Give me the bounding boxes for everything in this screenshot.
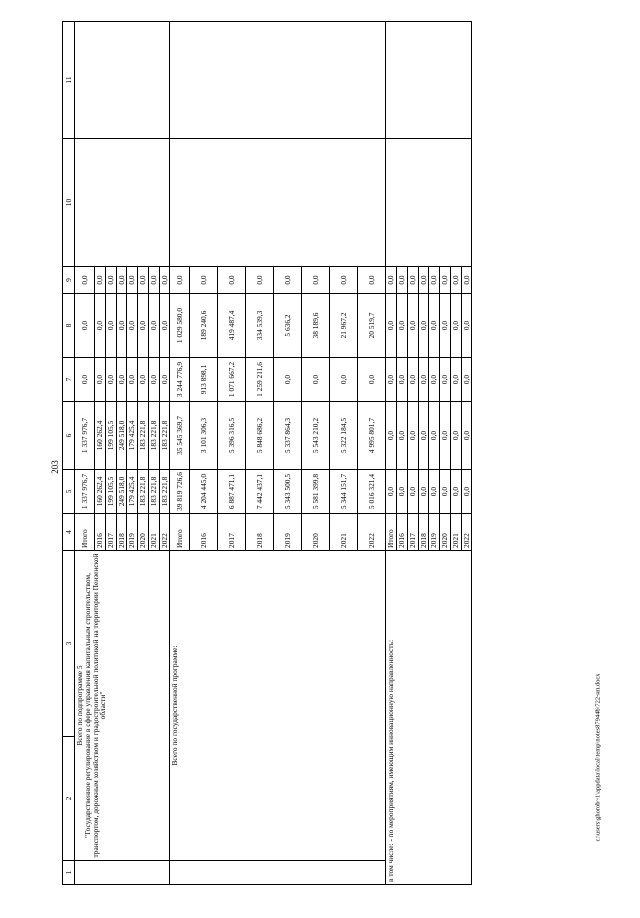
section-label [170,551,386,861]
cell-col11 [386,22,472,139]
value-c7: 0,0 [105,358,116,402]
value-c8: 334 539,3 [246,294,274,358]
value-c9: 0,0 [418,267,429,294]
value-c5: 0,0 [418,470,429,514]
value-c7: 0,0 [302,358,330,402]
value-c9: 0,0 [116,267,127,294]
value-c5: 160 262,4 [95,470,106,514]
cell-col10 [75,139,170,267]
value-c9: 0,0 [407,267,418,294]
innovation-label-text: в том числе: - по мероприятиям, имеющим инновационную направленность: [386,639,396,882]
value-c5: 0,0 [397,470,408,514]
value-c6: 5 396 316,5 [218,402,246,470]
year-cell: 2018 [116,514,127,551]
year-cell: 2019 [274,514,302,551]
year-cell: 2022 [461,514,472,551]
value-c9: 0,0 [302,267,330,294]
value-c7: 0,0 [138,358,149,402]
value-c5: 6 887 471,1 [218,470,246,514]
table-row [386,22,397,885]
value-c6: 0,0 [418,402,429,470]
value-c7: 0,0 [429,358,440,402]
value-c5: 199 105,5 [105,470,116,514]
value-c7: 0,0 [397,358,408,402]
rotated-table-area [62,22,471,885]
value-c7: 0,0 [148,358,159,402]
value-c6: 249 518,0 [116,402,127,470]
value-c8: 0,0 [95,294,106,358]
col-number-7: 7 [63,358,75,402]
year-cell: 2021 [148,514,159,551]
value-c9: 0,0 [246,267,274,294]
value-c9: 0,0 [461,267,472,294]
value-c7: 0,0 [116,358,127,402]
value-c9: 0,0 [190,267,218,294]
value-c6: 5 848 686,2 [246,402,274,470]
value-c5: 7 442 437,1 [246,470,274,514]
value-c9: 0,0 [274,267,302,294]
value-c8: 0,0 [418,294,429,358]
value-c7: 0,0 [450,358,461,402]
value-c5: 249 518,0 [116,470,127,514]
value-c9: 0,0 [95,267,106,294]
value-c5: 183 221,8 [138,470,149,514]
value-c7: 1 071 667,2 [218,358,246,402]
innovation-label [386,551,472,885]
value-c9: 0,0 [170,267,190,294]
value-c8: 0,0 [450,294,461,358]
value-c5: 0,0 [386,470,397,514]
cell-col11 [75,22,170,139]
value-c8: 0,0 [127,294,138,358]
budget-table [62,21,472,885]
value-c8: 189 240,6 [190,294,218,358]
value-c5: 0,0 [440,470,451,514]
value-c9: 0,0 [218,267,246,294]
col-number-6: 6 [63,402,75,470]
value-c9: 0,0 [138,267,149,294]
state-program-section [170,22,386,885]
year-cell: 2018 [246,514,274,551]
value-c8: 20 519,7 [358,294,386,358]
value-c7: 0,0 [330,358,358,402]
year-cell: 2022 [159,514,170,551]
value-c9: 0,0 [450,267,461,294]
value-c6: 183 221,8 [138,402,149,470]
value-c8: 0,0 [138,294,149,358]
table-row [170,22,190,885]
column-number-row [63,22,75,885]
value-c6: 0,0 [397,402,408,470]
value-c8: 1 029 580,0 [170,294,190,358]
section-description: "Государственное регулирование в сфере управления капитальным строительством, транспортом, дорожным хозяйством и градостроительной политикой на территории Пензенской области" [82,553,108,858]
value-c7: 0,0 [407,358,418,402]
col-number-11: 11 [63,22,75,139]
value-c9: 0,0 [330,267,358,294]
value-c9: 0,0 [397,267,408,294]
value-c9: 0,0 [105,267,116,294]
value-c6: 35 545 369,7 [170,402,190,470]
value-c6: 0,0 [407,402,418,470]
value-c8: 0,0 [429,294,440,358]
cell-col10 [170,139,386,267]
col-number-2: 2 [63,737,75,861]
year-cell: 2020 [138,514,149,551]
innovation-section [386,22,472,885]
col-number-4: 4 [63,514,75,551]
value-c5: 183 221,8 [159,470,170,514]
col-number-10: 10 [63,139,75,267]
value-c5: 0,0 [429,470,440,514]
value-c6: 1 337 976,7 [75,402,95,470]
col-number-8: 8 [63,294,75,358]
value-c8: 21 967,2 [330,294,358,358]
value-c6: 179 425,4 [127,402,138,470]
value-c5: 5 581 399,8 [302,470,330,514]
value-c5: 0,0 [450,470,461,514]
value-c7: 3 244 776,9 [170,358,190,402]
year-cell: 2021 [330,514,358,551]
value-c8: 0,0 [159,294,170,358]
value-c8: 0,0 [148,294,159,358]
value-c7: 1 259 211,6 [246,358,274,402]
value-c7: 0,0 [127,358,138,402]
value-c6: 5 543 210,2 [302,402,330,470]
year-cell: 2020 [440,514,451,551]
year-cell: 2017 [407,514,418,551]
year-cell: 2016 [95,514,106,551]
value-c6: 160 262,4 [95,402,106,470]
table-row [75,22,95,885]
subprogram-5-section [75,22,170,885]
value-c7: 913 898,1 [190,358,218,402]
footer-path-text: c:\users\ghorob~1\appdata\local\temp\notes87944b\722-нп.docx [594,673,602,842]
value-c5: 179 425,4 [127,470,138,514]
year-cell: 2019 [127,514,138,551]
value-c6: 183 221,8 [148,402,159,470]
value-c5: 1 337 976,7 [75,470,95,514]
value-c7: 0,0 [75,358,95,402]
cell-num [75,861,170,885]
value-c5: 4 204 445,0 [190,470,218,514]
value-c7: 0,0 [358,358,386,402]
year-cell: 2020 [302,514,330,551]
value-c5: 0,0 [461,470,472,514]
year-cell: Итого [75,514,95,551]
value-c8: 0,0 [397,294,408,358]
value-c5: 183 221,8 [148,470,159,514]
value-c8: 0,0 [461,294,472,358]
page-number: 203 [50,460,60,474]
year-cell: 2021 [450,514,461,551]
value-c9: 0,0 [429,267,440,294]
section-title: Всего по государственной программе: [170,645,180,766]
value-c6: 4 995 801,7 [358,402,386,470]
value-c8: 419 487,4 [218,294,246,358]
value-c6: 0,0 [450,402,461,470]
year-cell: 2022 [358,514,386,551]
value-c7: 0,0 [95,358,106,402]
year-cell: 2016 [397,514,408,551]
value-c7: 0,0 [274,358,302,402]
cell-col11 [170,22,386,139]
value-c8: 0,0 [75,294,95,358]
value-c9: 0,0 [148,267,159,294]
value-c9: 0,0 [159,267,170,294]
value-c6: 183 221,8 [159,402,170,470]
col-number-3: 3 [63,551,75,737]
value-c9: 0,0 [386,267,397,294]
value-c6: 5 337 864,3 [274,402,302,470]
value-c5: 5 343 500,5 [274,470,302,514]
value-c6: 0,0 [440,402,451,470]
cell-num [170,861,386,885]
value-c6: 3 101 306,3 [190,402,218,470]
value-c9: 0,0 [358,267,386,294]
value-c9: 0,0 [440,267,451,294]
year-cell: 2017 [105,514,116,551]
value-c6: 5 322 184,5 [330,402,358,470]
value-c7: 0,0 [386,358,397,402]
section-label [75,551,170,861]
year-cell: 2017 [218,514,246,551]
col-number-5: 5 [63,470,75,514]
value-c7: 0,0 [461,358,472,402]
value-c6: 0,0 [386,402,397,470]
value-c8: 0,0 [407,294,418,358]
year-cell: 2019 [429,514,440,551]
value-c9: 0,0 [75,267,95,294]
value-c8: 0,0 [105,294,116,358]
col-number-1: 1 [63,861,75,885]
col-number-9: 9 [63,267,75,294]
value-c5: 0,0 [407,470,418,514]
value-c6: 0,0 [429,402,440,470]
value-c8: 0,0 [440,294,451,358]
year-cell: 2016 [190,514,218,551]
value-c6: 199 105,5 [105,402,116,470]
value-c7: 0,0 [440,358,451,402]
value-c5: 5 016 321,4 [358,470,386,514]
year-cell: Итого [170,514,190,551]
year-cell: Итого [386,514,397,551]
value-c7: 0,0 [159,358,170,402]
value-c8: 0,0 [386,294,397,358]
value-c5: 5 344 151,7 [330,470,358,514]
value-c8: 5 636,2 [274,294,302,358]
section-title: Всего по подпрограмме 5 [75,665,84,746]
value-c8: 38 189,6 [302,294,330,358]
value-c7: 0,0 [418,358,429,402]
cell-col10 [386,139,472,267]
value-c5: 39 819 726,6 [170,470,190,514]
value-c6: 0,0 [461,402,472,470]
value-c8: 0,0 [116,294,127,358]
value-c9: 0,0 [127,267,138,294]
year-cell: 2018 [418,514,429,551]
